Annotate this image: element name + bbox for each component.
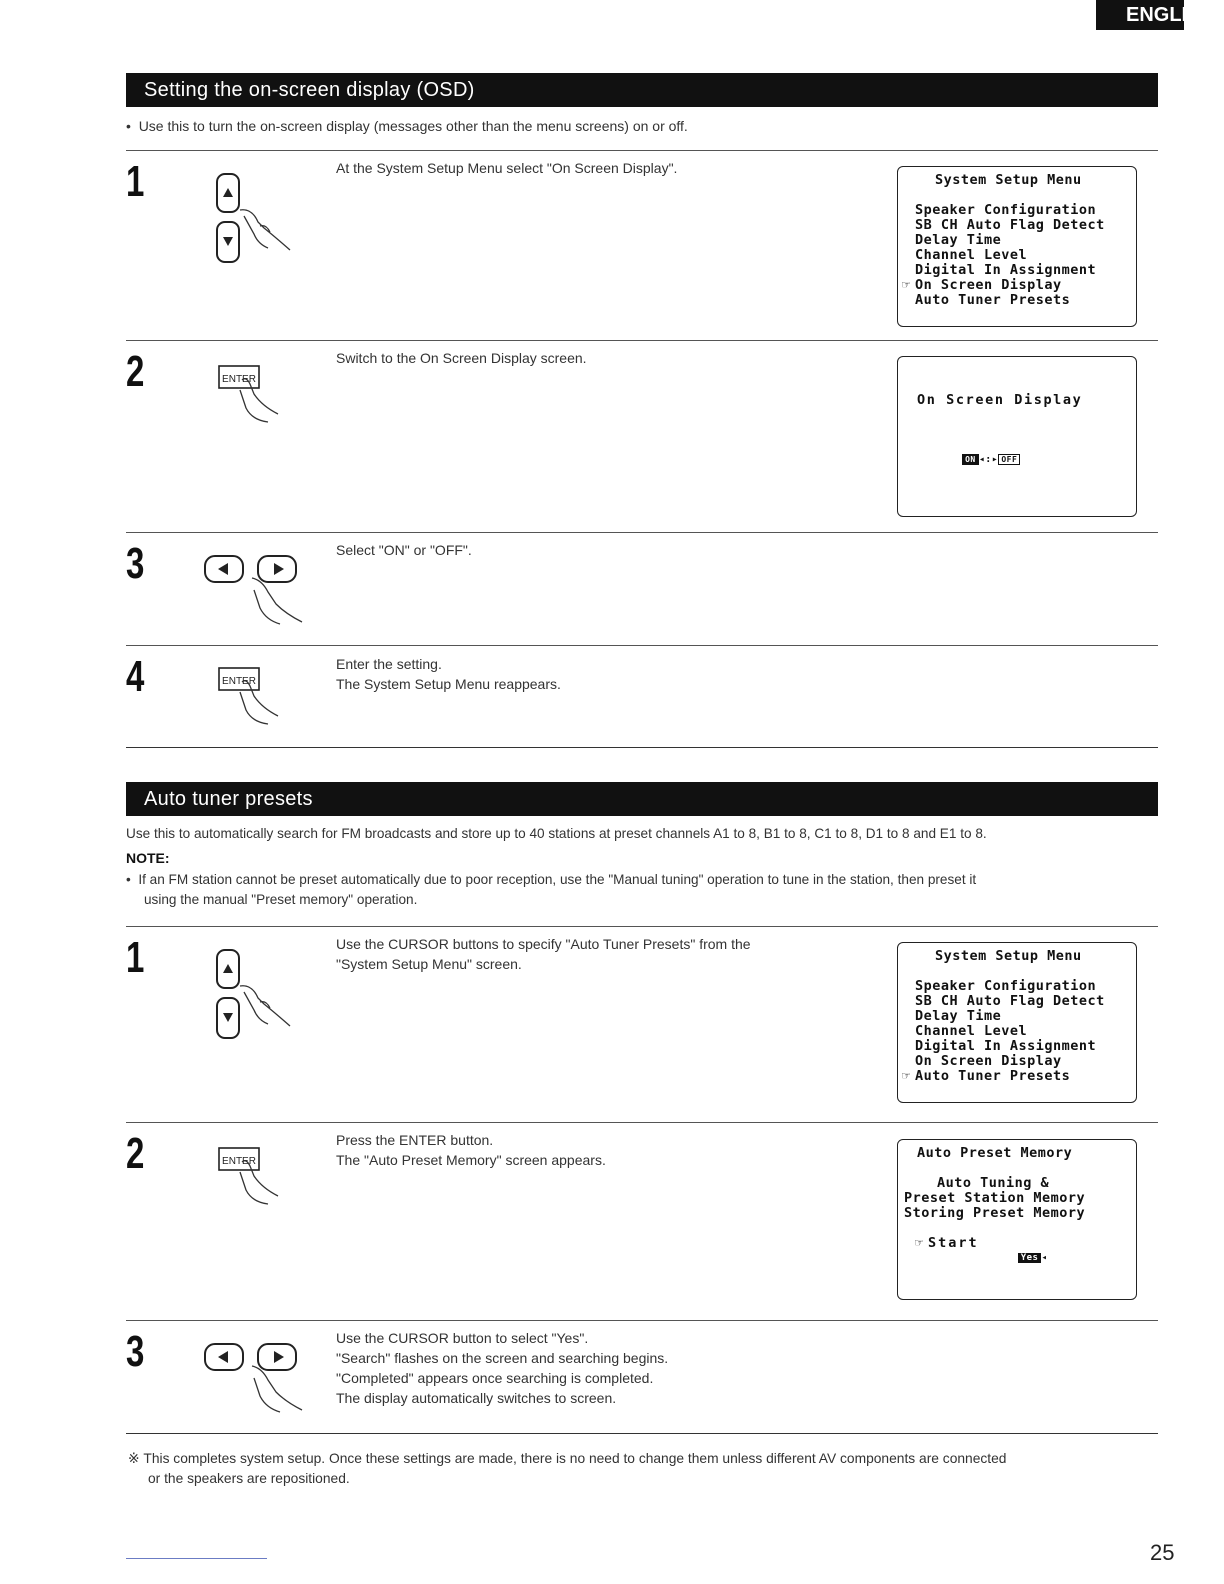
footer-rule: [126, 1558, 267, 1559]
menu-item: Digital In Assignment: [915, 262, 1097, 278]
menu-item: Channel Level: [915, 247, 1028, 263]
menu-item: SB CH Auto Flag Detect: [915, 993, 1105, 1009]
divider: [126, 150, 1158, 151]
enter-button-hand-icon: [216, 664, 306, 734]
screen-text: Storing Preset Memory: [904, 1205, 1086, 1221]
screen-title: On Screen Display: [917, 392, 1083, 408]
menu-item: Auto Tuner Presets: [915, 292, 1071, 308]
off-option: OFF: [998, 454, 1020, 465]
cursor-left-right-hand-icon: [202, 552, 312, 632]
step-text: Select "ON" or "OFF".: [336, 542, 472, 558]
step-text: Switch to the On Screen Display screen.: [336, 350, 587, 366]
screen-title: Auto Preset Memory: [917, 1145, 1073, 1161]
menu-item: SB CH Auto Flag Detect: [915, 217, 1105, 233]
menu-item: Speaker Configuration: [915, 202, 1097, 218]
osd-screen-auto-preset-memory: [897, 1139, 1137, 1300]
osd-intro: • Use this to turn the on-screen display (messages other than the menu screens) on or off.: [126, 118, 688, 134]
svg-text:ENTER: ENTER: [222, 374, 256, 385]
menu-item: Delay Time: [915, 1008, 1002, 1024]
menu-item: Digital In Assignment: [915, 1038, 1097, 1054]
step-text: At the System Setup Menu select "On Screen Display".: [336, 160, 678, 176]
on-off-selector: ON ◂:▸ OFF: [936, 437, 1020, 483]
cursor-pointer-icon: ☞: [915, 1235, 924, 1251]
divider: [126, 926, 1158, 927]
menu-item: Speaker Configuration: [915, 978, 1097, 994]
svg-text:ENTER: ENTER: [222, 676, 256, 687]
cursor-left-icon: ◂: [978, 454, 986, 466]
tuner-intro: Use this to automatically search for FM broadcasts and store up to 40 stations at preset channels A1 to 8, B1 to 8, C1 to 8, D1 to 8 and E1 to 8.: [126, 826, 987, 841]
step-number: 1: [126, 933, 145, 982]
menu-item: On Screen Display: [915, 1053, 1062, 1069]
section-title-auto-tuner: Auto tuner presets: [126, 782, 1158, 816]
divider: [126, 1433, 1158, 1434]
cursor-left-right-hand-icon: [202, 1340, 312, 1420]
section-title-osd: Setting the on-screen display (OSD): [126, 73, 1158, 107]
screen-title: System Setup Menu: [935, 948, 1082, 964]
enter-button-hand-icon: [216, 1144, 306, 1214]
cursor-left-icon: ◂: [1041, 1253, 1048, 1264]
enter-button-hand-icon: [216, 362, 306, 432]
divider: [126, 340, 1158, 341]
step-number: 2: [126, 1129, 145, 1178]
on-option: ON: [962, 454, 979, 465]
cursor-up-down-hand-icon: [200, 946, 300, 1046]
osd-screen-on-screen-display: [897, 356, 1137, 517]
cursor-pointer-icon: ☞: [902, 277, 911, 293]
note-mark-icon: ※: [128, 1451, 140, 1466]
menu-item-selected: Auto Tuner Presets: [915, 1068, 1071, 1084]
screen-text: Auto Tuning &: [937, 1175, 1050, 1191]
screen-text: Preset Station Memory: [904, 1190, 1086, 1206]
note-text: • If an FM station cannot be preset automatically due to poor reception, use the "Manual tuning" operation to tune in the station, then preset it using the manual "Preset memory" operation.: [126, 872, 977, 907]
step-number: 1: [126, 157, 145, 206]
step-text: Enter the setting. The System Setup Menu reappears.: [336, 656, 561, 692]
osd-screen-system-setup-menu: [897, 942, 1137, 1103]
step-number: 3: [126, 539, 145, 588]
osd-screen-system-setup-menu: [897, 166, 1137, 327]
menu-item: Channel Level: [915, 1023, 1028, 1039]
language-tab: ENGLISH: [1096, 0, 1184, 30]
divider: [126, 532, 1158, 533]
divider: [126, 747, 1158, 748]
page-number: 25: [1150, 1540, 1175, 1565]
step-text: Press the ENTER button. The "Auto Preset Memory" screen appears.: [336, 1132, 606, 1168]
menu-item-selected: On Screen Display: [915, 277, 1062, 293]
divider: [126, 1122, 1158, 1123]
svg-text:ENTER: ENTER: [222, 1156, 256, 1167]
cursor-pointer-icon: ☞: [902, 1068, 911, 1084]
divider: [126, 1320, 1158, 1321]
step-text: Use the CURSOR buttons to specify "Auto Tuner Presets" from the "System Setup Menu" screen.: [336, 936, 751, 972]
step-number: 2: [126, 347, 145, 396]
step-number: 3: [126, 1327, 145, 1376]
yes-option: Yes ◂: [994, 1236, 1047, 1282]
cursor-up-down-hand-icon: [200, 170, 300, 270]
start-label: Start: [928, 1235, 979, 1251]
footer-note: ※ This completes system setup. Once these settings are made, there is no need to change them unless different AV components are connected or the speakers are repositioned.: [128, 1451, 1007, 1486]
divider: [126, 645, 1158, 646]
menu-item: Delay Time: [915, 232, 1002, 248]
step-number: 4: [126, 652, 145, 701]
note-label: NOTE:: [126, 850, 170, 866]
cursor-right-icon: ▸: [991, 454, 999, 466]
step-text: Use the CURSOR button to select "Yes". "Search" flashes on the screen and searching begins. "Completed" appears once searching is completed. The display automatically switches to screen.: [336, 1330, 669, 1406]
screen-title: System Setup Menu: [935, 172, 1082, 188]
